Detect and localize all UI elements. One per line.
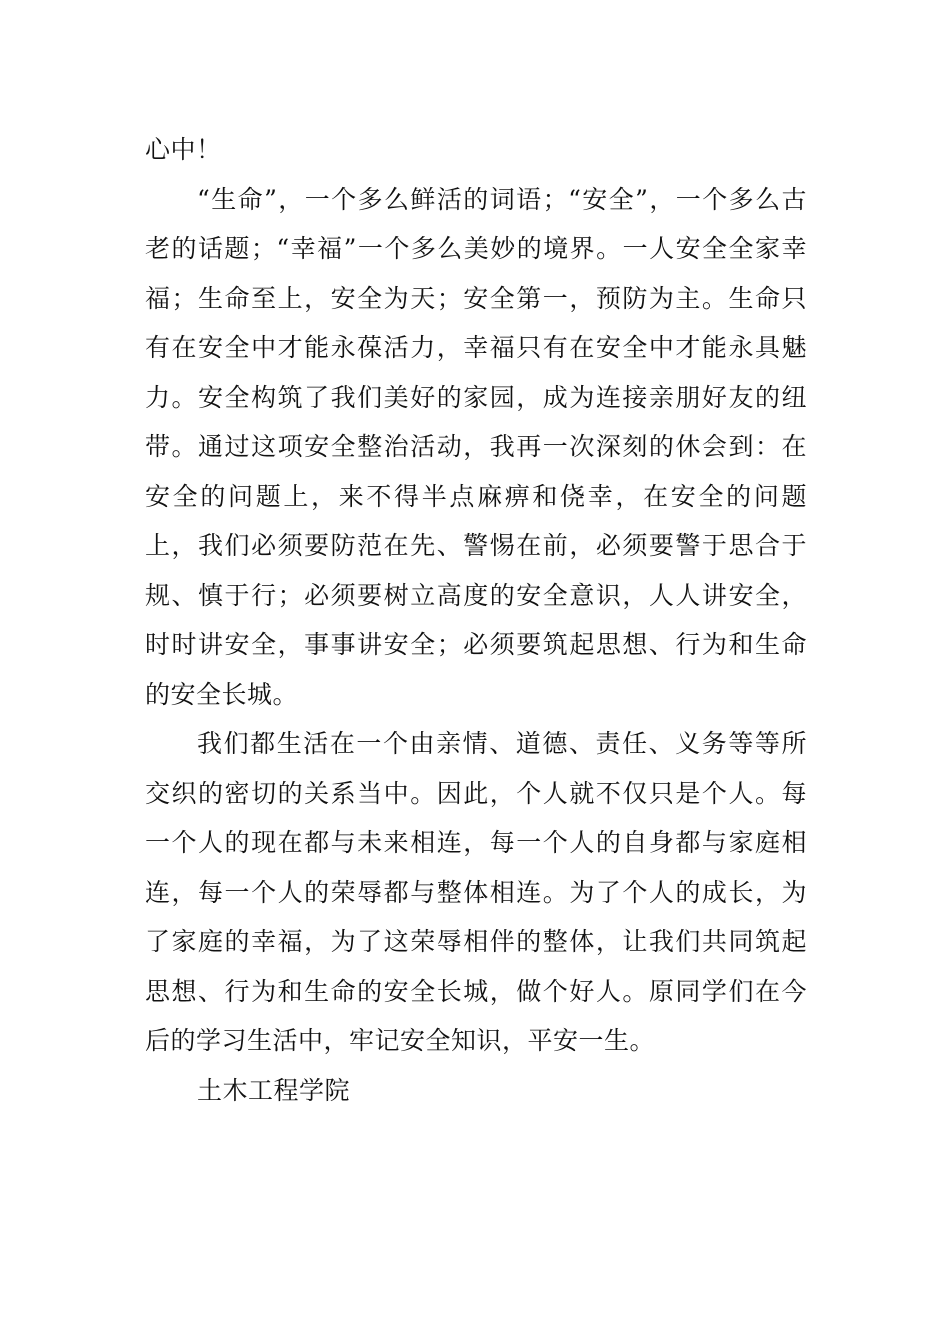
signature: 土木工程学院 (197, 1075, 351, 1105)
document-body (145, 125, 807, 1115)
continuation-line: 心中！ (145, 135, 222, 164)
paragraph-safety-meaning: “生命”，一个多么鲜活的词语；“安全”，一个多么古老的话题；“幸福”一个多么美妙的境界。一人安全全家幸福；生命至上，安全为天；安全第一，预防为主。生命只有在安全中才能永葆活力，幸福只有在安全中才能永具魅力。安全构筑了我们美好的家园，成为连接亲朋好友的纽带。通过这项安全整治活动，我再一次深刻的休会到：在安全的问题上，来不得半点麻痹和侥幸，在安全的问题上，我们必须要防范在先、警惕在前，必须要警于思合于规、慎于行；必须要树立高度的安全意识，人人讲安全，时时讲安全，事事讲安全；必须要筑起思想、行为和生命的安全长城。 (145, 184, 807, 709)
paragraph-responsibility: 我们都生活在一个由亲情、道德、责任、义务等等所交织的密切的关系当中。因此，个人就不仅只是个人。每一个人的现在都与未来相连，每一个人的自身都与家庭相连，每一个人的荣辱都与整体相连。为了个人的成长，为了家庭的幸福，为了这荣辱相伴的整体，让我们共同筑起思想、行为和生命的安全长城，做个好人。原同学们在今后的学习生活中，牢记安全知识，平安一生。 (145, 729, 807, 1055)
